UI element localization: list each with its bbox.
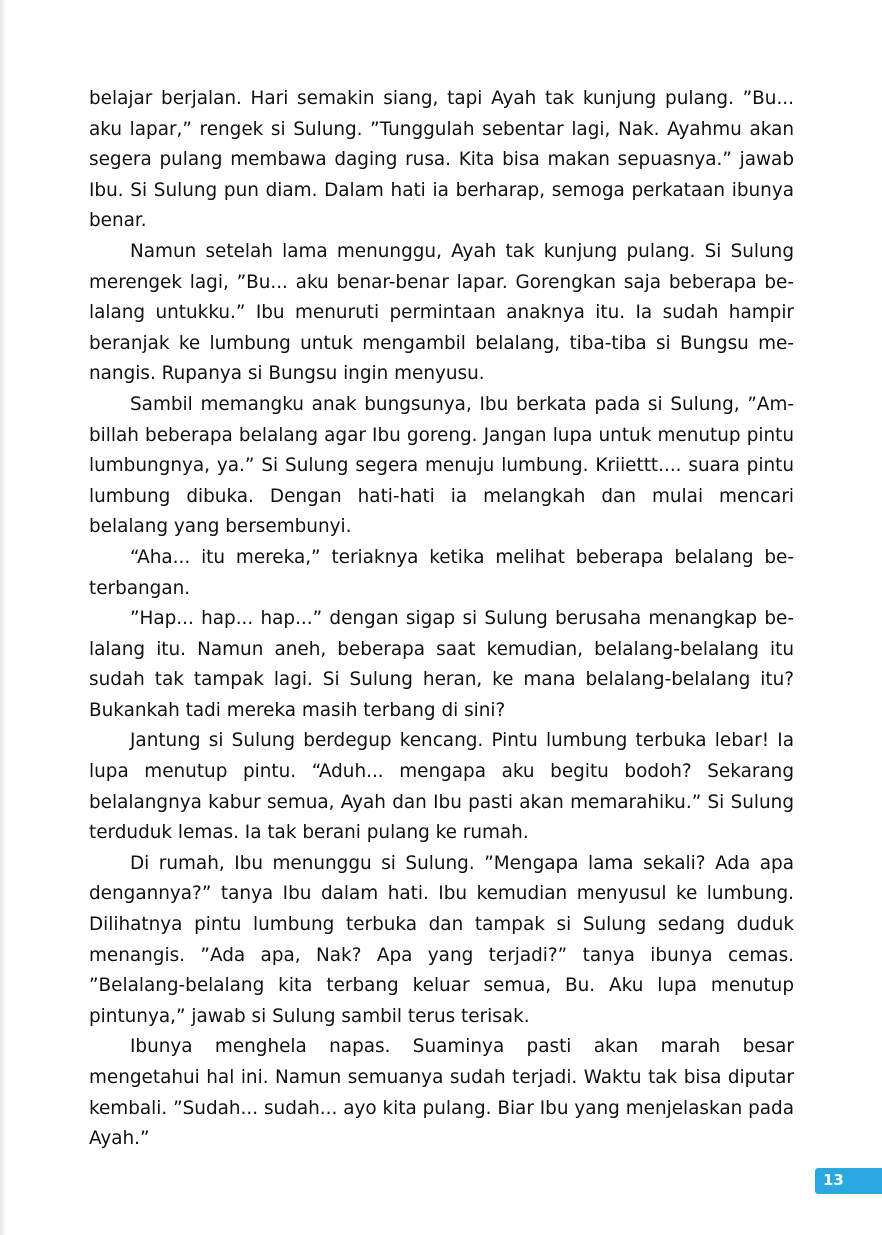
page-number-tab	[815, 1168, 882, 1194]
paragraph-8: Ibunya menghela napas. Suaminya pasti akan marah besar mengetahui hal ini. Namun semuanya sudah terjadi. Waktu tak bisa diputar kembali. ”Sudah... sudah... ayo kita pulang. Biar Ibu yang menjelaskan pada Ayah.”	[89, 1036, 794, 1150]
paragraph-1: belajar berjalan. Hari semakin siang, tapi Ayah tak kunjung pulang. ”Bu... aku lapar,” rengek si Sulung. ”Tunggulah sebentar lagi, Nak. Ayahmu akan segera pulang membawa daging rusa. Kita bisa makan sepuasnya.” jawab Ibu. Si Sulung pun diam. Dalam hati ia berharap, semoga perkataan ibunya benar.	[89, 88, 794, 232]
paragraph-7: Di rumah, Ibu menunggu si Sulung. ”Mengapa lama sekali? Ada apa dengannya?” tanya Ibu dalam hati. Ibu kemudian menyusul ke lumbung. Dilihatnya pintu lumbung terbuka dan tampak si Sulung sedang duduk menangis. ”Ada apa, Nak? Apa yang terjadi?” tanya ibunya cemas. ”Belalang-belalang kita terbang keluar semua, Bu. Aku lupa menutup pintunya,” jawab si Sulung sambil terus terisak.	[89, 852, 794, 1027]
paragraph-6: Jantung si Sulung berdegup kencang. Pintu lumbung terbuka lebar! Ia lupa menutup pintu. “Aduh... mengapa aku begitu bodoh? Sekarang belalangnya kabur semua, Ayah dan Ibu pasti akan memarahiku.” Si Sulung terduduk lemas. Ia tak berani pulang ke rumah.	[89, 730, 794, 844]
page-number: 13	[823, 1171, 844, 1189]
paragraph-5: ”Hap... hap... hap...” dengan sigap si Sulung berusaha menangkap belalang itu. Namun aneh, beberapa saat kemudian, belalang-belalang itu sudah tak tampak lagi. Si Sulung heran, ke mana belalang-belalang itu? Bukankah tadi mereka masih terbang di sini?	[89, 608, 794, 721]
story-text	[89, 84, 794, 1155]
paragraph-4: “Aha... itu mereka,” teriaknya ketika melihat beberapa belalang beterbangan.	[89, 546, 794, 599]
page-edge-shadow	[0, 0, 7, 1235]
paragraph-2: Namun setelah lama menunggu, Ayah tak kunjung pulang. Si Sulung merengek lagi, ”Bu... aku benar-benar lapar. Gorengkan saja beberapa belalang untukku.” Ibu menuruti permintaan anaknya itu. Ia sudah hampir beranjak ke lumbung untuk mengambil belalang, tiba-tiba si Bungsu menangis. Rupanya si Bungsu ingin menyusu.	[89, 240, 794, 385]
paragraph-3: Sambil memangku anak bungsunya, Ibu berkata pada si Sulung, ”Ambillah beberapa belalang agar Ibu goreng. Jangan lupa untuk menutup pintu lumbungnya, ya.” Si Sulung segera menuju lumbung. Kriiettt.... suara pintu lumbung dibuka. Dengan hati-hati ia melangkah dan mulai mencari belalang yang bersembunyi.	[89, 393, 794, 538]
